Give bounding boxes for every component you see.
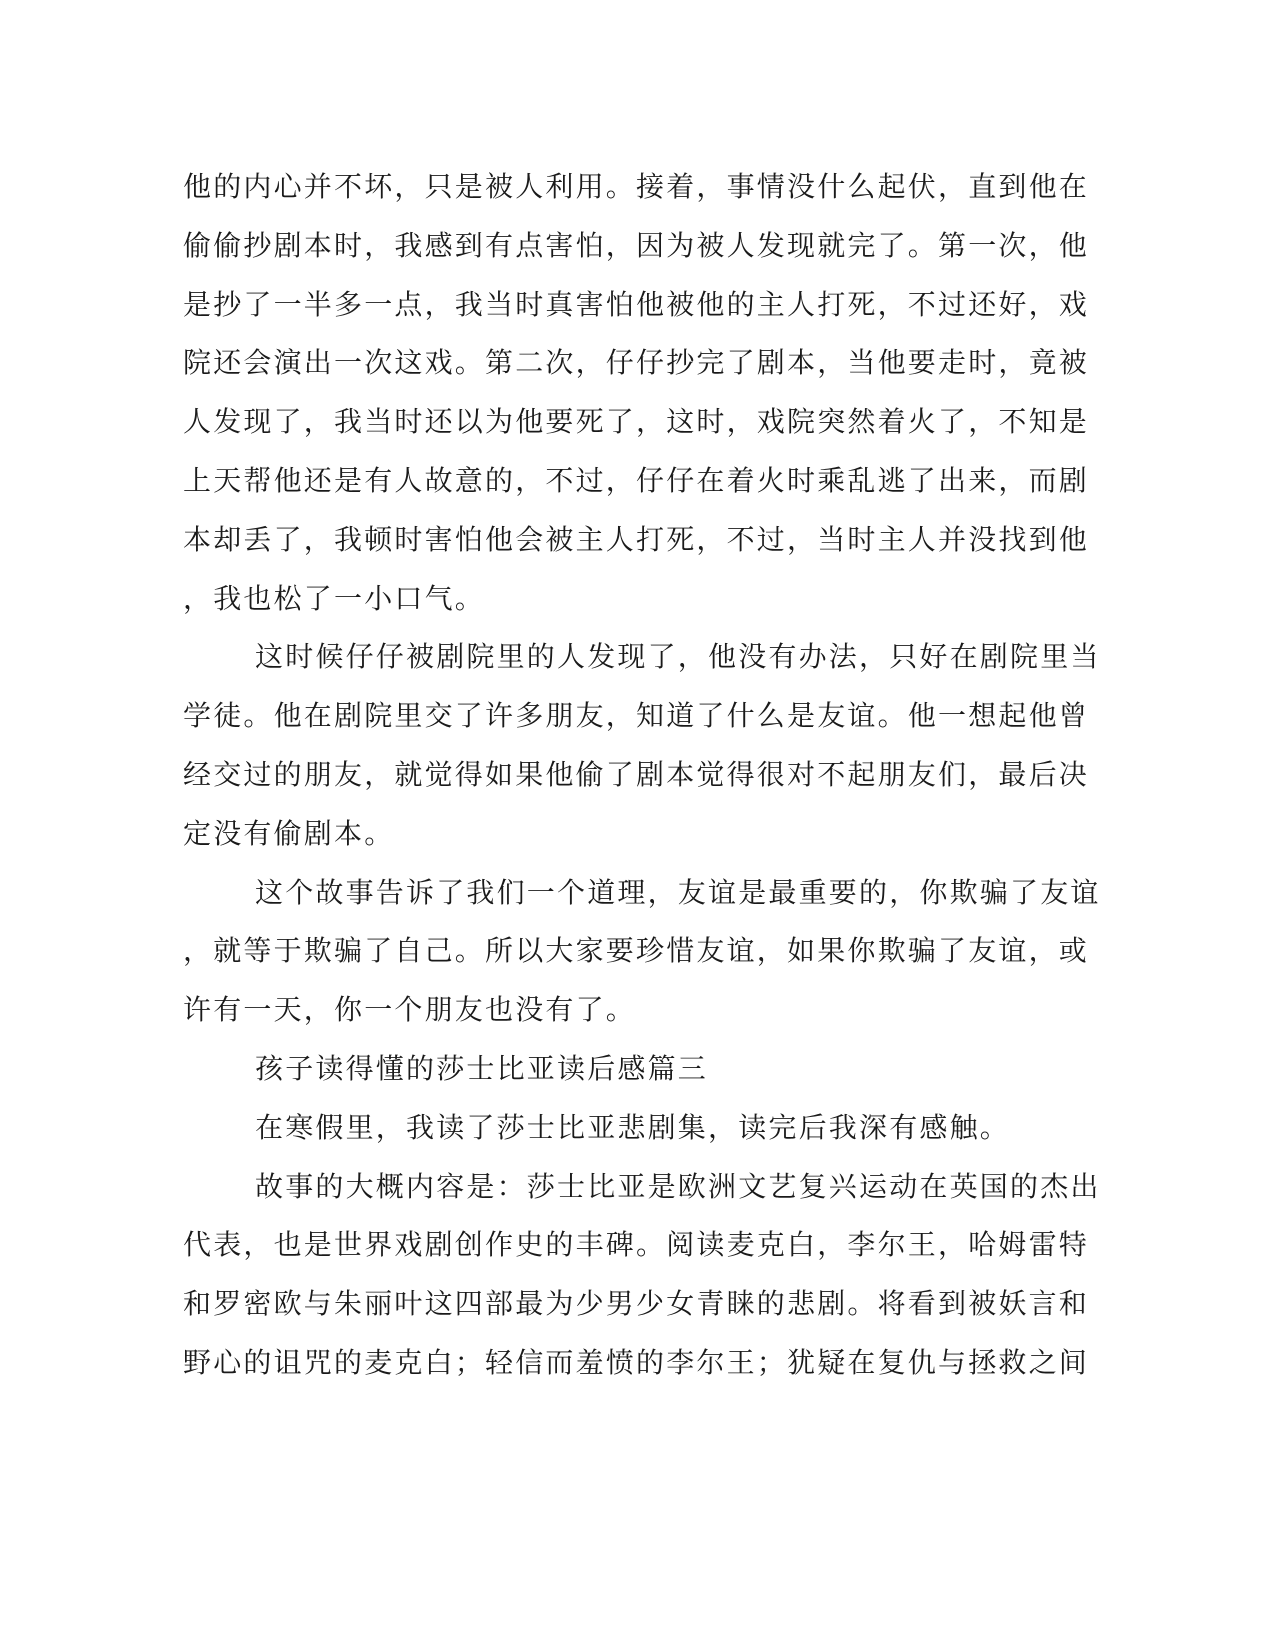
text-line: 代表，也是世界戏剧创作史的丰碑。阅读麦克白，李尔王，哈姆雷特 [183, 1228, 1090, 1262]
text-line: 人发现了，我当时还以为他要死了，这时，戏院突然着火了，不知是 [183, 405, 1090, 439]
text-line: 定没有偷剧本。 [183, 816, 395, 850]
text-line: 偷偷抄剧本时，我感到有点害怕，因为被人发现就完了。第一次，他 [183, 228, 1090, 262]
text-line: 许有一天，你一个朋友也没有了。 [183, 993, 637, 1027]
text-line: 本却丢了，我顿时害怕他会被主人打死，不过，当时主人并没找到他 [183, 522, 1090, 556]
text-line: ，就等于欺骗了自己。所以大家要珍惜友谊，如果你欺骗了友谊，或 [183, 934, 1090, 968]
section-heading: 孩子读得懂的莎士比亚读后感篇三 [255, 1051, 709, 1085]
paragraph-start-line: 在寒假里，我读了莎士比亚悲剧集，读完后我深有感触。 [255, 1110, 1011, 1144]
paragraph-start-line: 这个故事告诉了我们一个道理，友谊是最重要的，你欺骗了友谊 [255, 875, 1101, 909]
paragraph-start-line: 故事的大概内容是：莎士比亚是欧洲文艺复兴运动在英国的杰出 [255, 1169, 1101, 1203]
text-line: 院还会演出一次这戏。第二次，仔仔抄完了剧本，当他要走时，竟被 [183, 346, 1090, 380]
text-line: 经交过的朋友，就觉得如果他偷了剧本觉得很对不起朋友们，最后决 [183, 757, 1090, 791]
text-line: 野心的诅咒的麦克白；轻信而羞愤的李尔王；犹疑在复仇与拯救之间 [183, 1345, 1090, 1379]
text-line: 他的内心并不坏，只是被人利用。接着，事情没什么起伏，直到他在 [183, 170, 1090, 203]
text-line: 是抄了一半多一点，我当时真害怕他被他的主人打死，不过还好，戏 [183, 287, 1090, 321]
text-line: 学徒。他在剧院里交了许多朋友，知道了什么是友谊。他一想起他曾 [183, 699, 1090, 733]
text-line: ，我也松了一小口气。 [183, 581, 486, 615]
paragraph-start-line: 这时候仔仔被剧院里的人发现了，他没有办法，只好在剧院里当 [255, 640, 1101, 674]
body-text [183, 158, 1101, 1393]
text-line: 和罗密欧与朱丽叶这四部最为少男少女青睐的悲剧。将看到被妖言和 [183, 1287, 1090, 1321]
text-line: 上天帮他还是有人故意的，不过，仔仔在着火时乘乱逃了出来，而剧 [183, 463, 1090, 497]
